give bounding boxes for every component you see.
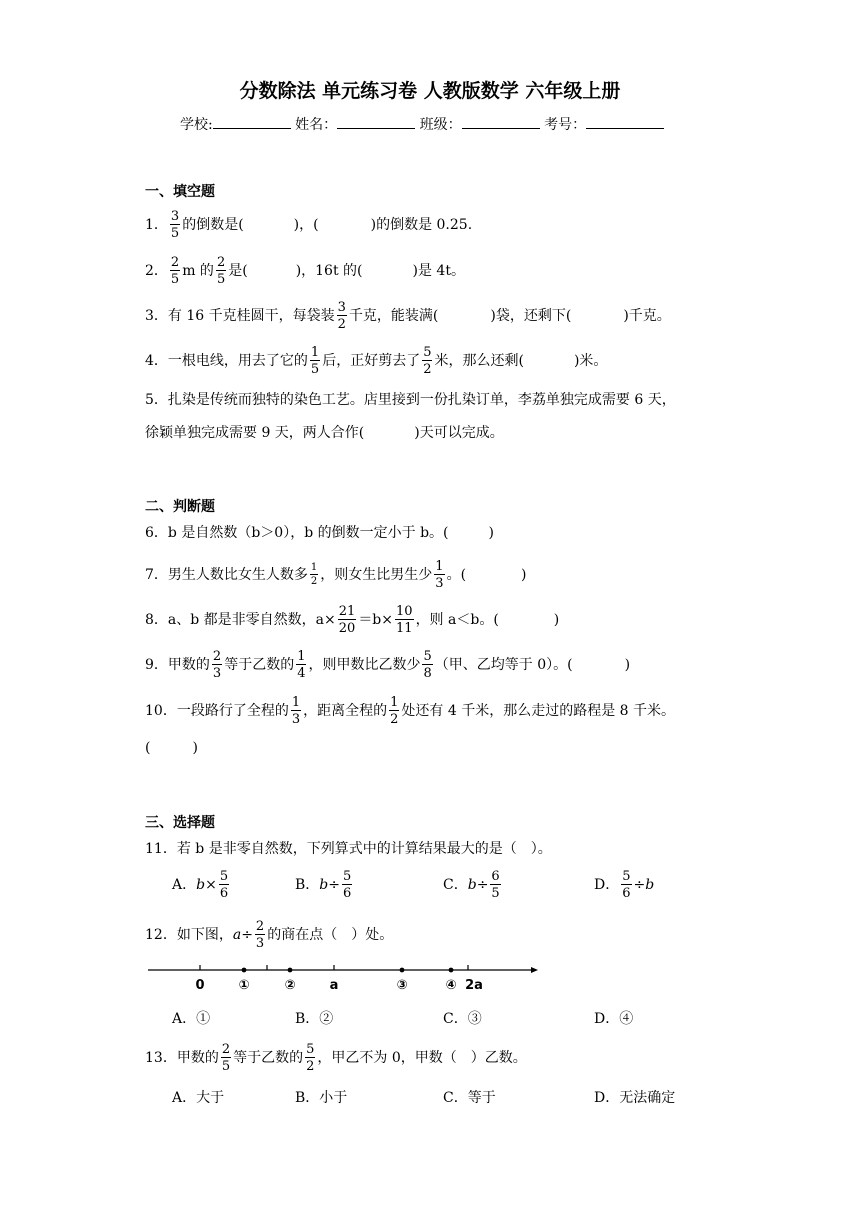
- q12-option-d[interactable]: D．④: [594, 1011, 634, 1027]
- question-12: 12．如下图，a÷ $\frac{2}{3}$ 的商在点（ ）处。: [145, 919, 394, 951]
- school-blank[interactable]: [213, 114, 291, 129]
- question-6: 6．b 是自然数（b＞0），b 的倒数一定小于 b。( ): [145, 525, 494, 541]
- point-1: [242, 968, 247, 973]
- q13-option-c[interactable]: C．等于: [443, 1090, 496, 1106]
- exam-no-label: 考号：: [544, 117, 587, 133]
- q11-option-b[interactable]: B．b÷ $\frac{5}{6}$: [295, 869, 352, 901]
- question-2: 2． $\frac{2}{5}$ m 的 $\frac{2}{5}$ 是( )，16t 的( )是 4t。: [145, 255, 465, 287]
- q13-option-b[interactable]: B．小于: [295, 1090, 348, 1106]
- question-9: 9．甲数的 $\frac{2}{3}$ 等于乙数的 $\frac{1}{4}$ ，则甲数比乙数少 $\frac{5}{8}$ （甲、乙均等于 0）。( ): [145, 649, 631, 681]
- label-1: ①: [238, 978, 250, 993]
- q12-option-a[interactable]: A．①: [172, 1011, 211, 1027]
- label-4: ④: [445, 978, 457, 993]
- fraction: $\frac{3}{5}$: [170, 209, 180, 241]
- class-label: 班级：: [419, 117, 462, 133]
- school-label: 学校:: [180, 117, 213, 133]
- question-11: 11．若 b 是非零自然数，下列算式中的计算结果最大的是（ ）。: [145, 841, 552, 857]
- label-a: a: [329, 978, 339, 993]
- question-10-answer: ( ): [145, 740, 198, 756]
- q13-option-a[interactable]: A．大于: [172, 1090, 225, 1106]
- name-label: 姓名：: [295, 117, 338, 133]
- point-4: [449, 968, 454, 973]
- question-8: 8．a、b 都是非零自然数，a× $\frac{21}{20}$ ＝b× $\frac{10}{11}$ ，则 a＜b。( ): [145, 604, 560, 636]
- section-judge-heading: 二、判断题: [145, 499, 215, 515]
- label-0: 0: [195, 978, 205, 993]
- label-2a: 2a: [465, 978, 483, 993]
- q11-option-c[interactable]: C．b÷ $\frac{6}{5}$: [443, 869, 500, 901]
- label-2: ②: [284, 978, 296, 993]
- question-10: 10．一段路行了全程的 $\frac{1}{3}$ ，距离全程的 $\frac{1}{2}$ 处还有 4 千米，那么走过的路程是 8 千米。: [145, 695, 676, 727]
- section-choice-heading: 三、选择题: [145, 815, 215, 831]
- q12-option-c[interactable]: C．③: [443, 1011, 482, 1027]
- section-fill-heading: 一、填空题: [145, 184, 215, 200]
- question-4: 4．一根电线，用去了它的 $\frac{1}{5}$ 后，正好剪去了 $\frac{5}{2}$ 米，那么还剩( )米。: [145, 345, 608, 377]
- q11-option-a[interactable]: A．b× $\frac{5}{6}$: [172, 869, 229, 901]
- q12-option-b[interactable]: B．②: [295, 1011, 334, 1027]
- class-blank[interactable]: [462, 114, 540, 129]
- page-title: 分数除法 单元练习卷 人教版数学 六年级上册: [239, 80, 621, 102]
- question-5-line2: 徐颖单独完成需要 9 天，两人合作( )天可以完成。: [145, 425, 504, 441]
- label-3: ③: [396, 978, 408, 993]
- q11-option-d[interactable]: D． $\frac{5}{6}$ ÷b: [594, 869, 655, 901]
- question-1: 1． $\frac{3}{5}$ 的倒数是( )，( )的倒数是 0.25.: [145, 209, 473, 241]
- student-info-line: [180, 114, 664, 134]
- question-7: 7．男生人数比女生人数多 $\frac{1}{2}$ ，则女生比男生少 $\frac{1}{3}$ 。( ): [145, 559, 527, 591]
- point-3: [400, 968, 405, 973]
- question-13: 13．甲数的 $\frac{2}{5}$ 等于乙数的 $\frac{5}{2}$ ，甲乙不为 0，甲数（ ）乙数。: [145, 1042, 527, 1074]
- question-5: 5．扎染是传统而独特的染色工艺。店里接到一份扎染订单，李荔单独完成需要 6 天，: [145, 392, 676, 408]
- arrow-icon: [531, 967, 538, 973]
- point-2: [288, 968, 293, 973]
- question-3: 3．有 16 千克桂圆干，每袋装 $\frac{3}{2}$ 千克，能装满( )袋，还剩下( )千克。: [145, 300, 671, 332]
- q13-option-d[interactable]: D．无法确定: [594, 1090, 676, 1106]
- exam-no-blank[interactable]: [586, 114, 664, 129]
- name-blank[interactable]: [337, 114, 415, 129]
- number-line: [140, 958, 550, 994]
